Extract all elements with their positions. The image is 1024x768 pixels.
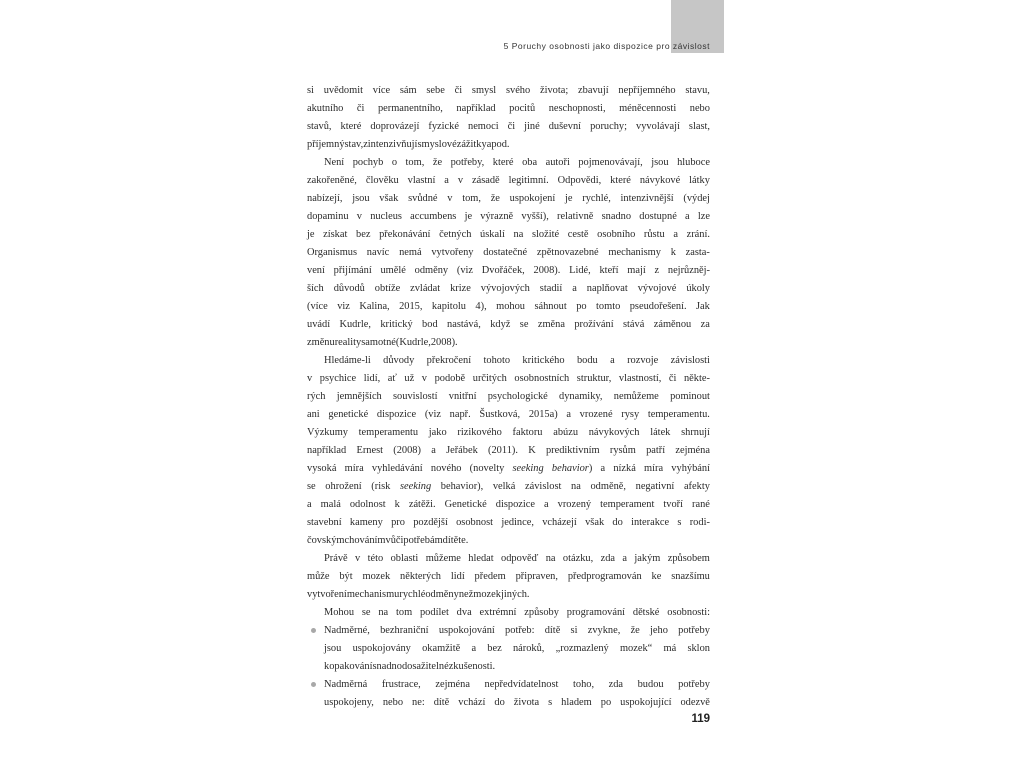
page-number: 119 bbox=[691, 713, 710, 725]
text-line: změnu reality samotné (Kudrle, 2008). bbox=[307, 337, 458, 348]
text-line: k opakování snadno dosažitelné zkušenosti. bbox=[324, 661, 496, 672]
text-line: Právě v této oblasti můžeme hledat odpověď na otázku, zda a jakým způsobem bbox=[324, 553, 710, 564]
text-line: čovským chováním vůči potřebám dítěte. bbox=[307, 535, 469, 546]
text-line: je získat bez překonávání četných úskalí na složité cestě osobního růstu a zrání. bbox=[307, 229, 710, 240]
text-line: stavů, které doprovázejí fyzické nemoci či jiné duševní poruchy; vyvolávají slast, bbox=[307, 121, 710, 132]
text-line: příjemný stav, zintenzivňují smyslové zážitky apod. bbox=[307, 139, 510, 150]
text-line: vysoká míra vyhledávání nového (novelty seeking behavior) a nízká míra vyhýbání bbox=[307, 463, 710, 474]
text-line: akutního či permanentního, například pocitů neschopnosti, méněcennosti nebo bbox=[307, 103, 710, 114]
text-line: Nadměrná frustrace, zejména nepředvídatelnost toho, zda budou potřeby bbox=[307, 676, 710, 694]
text-line: zakořeněné, člověku vlastní a v zásadě legitimní. Odpovědi, které návykové látky bbox=[307, 175, 710, 186]
text-line: se ohrožení (risk seeking behavior), velká závislost na odměně, negativní afekty bbox=[307, 481, 710, 492]
text-line: nabízejí, jsou však svůdné v tom, že uspokojení je rychlé, intenzivnější (výdej bbox=[307, 193, 710, 204]
text-line: jsou uspokojovány okamžitě a bez nároků, „rozmazlený mozek“ má sklon bbox=[324, 643, 710, 654]
text-line: Nadměrné, bezhraniční uspokojování potřeb: dítě si zvykne, že jeho potřeby bbox=[307, 622, 710, 640]
text-line: uspokojeny, nebo ne: dítě vchází do života s hladem po uspokojující odezvě bbox=[324, 697, 710, 708]
running-head: 5 Poruchy osobnosti jako dispozice pro závislost bbox=[503, 41, 710, 51]
text-line: Organismus navíc nemá vytvořeny dostatečné zpětnovazebné mechanismy k zasta- bbox=[307, 247, 710, 258]
body-text bbox=[307, 82, 710, 712]
text-line: uvádí Kudrle, kritický bod nastává, když se změna prožívání stává záměnou za bbox=[307, 319, 710, 330]
text-line: například Ernest (2008) a Jeřábek (2011). K prediktivním rysům patří zejména bbox=[307, 445, 710, 456]
text-line: ších důvodů obtíže zvládat krize vývojových stadií a naplňovat vývojové úkoly bbox=[307, 283, 710, 294]
text-line: Mohou se na tom podílet dva extrémní způsoby programování dětské osobnosti: bbox=[324, 607, 710, 618]
text-line: (více viz Kalina, 2015, kapitolu 4), mohou sáhnout po tomto pseudořešení. Jak bbox=[307, 301, 710, 312]
text-line: a malá odolnost k zátěži. Genetické dispozice a vrozený temperament tvoří rané bbox=[307, 499, 710, 510]
text-line: rých jemnějších souvislostí vnitřní psychologické dynamiky, nemůžeme pominout bbox=[307, 391, 710, 402]
text-line: Výzkumy temperamentu jako rizikového faktoru abúzu návykových látek shrnují bbox=[307, 427, 710, 438]
text-line: v psychice lidí, ať už v podobě určitých osobnostních struktur, vlastností, či někte- bbox=[307, 373, 710, 384]
text-line: ani genetické dispozice (viz např. Šustková, 2015a) a vrozené rysy temperamentu. bbox=[307, 409, 710, 420]
text-line: dopaminu v nucleus accumbens je výrazně vyšší), relativně snadno dostupné a lze bbox=[307, 211, 710, 222]
text-line: vytvoření mechanismu rychlé odměny než mozek jiných. bbox=[307, 589, 530, 600]
text-line: může být mozek některých lidí předem připraven, předprogramován ke snazšímu bbox=[307, 571, 710, 582]
text-line: Není pochyb o tom, že potřeby, které oba autoři pojmenovávají, jsou hluboce bbox=[324, 157, 710, 168]
text-line: si uvědomit více sám sebe či smysl svého života; zbavují nepříjemného stavu, bbox=[307, 85, 710, 96]
text-line: vení přijímání umělé odměny (viz Dvořáček, 2008). Lidé, kteří mají z nejrůzněj- bbox=[307, 265, 710, 276]
text-line: Hledáme-li důvody překročení tohoto kritického bodu a rozvoje závislosti bbox=[324, 355, 710, 366]
text-line: stavební kameny pro pozdější osobnost jedince, vcházejí však do interakce s rodi- bbox=[307, 517, 710, 528]
bullet-icon bbox=[311, 628, 316, 633]
bullet-icon bbox=[311, 682, 316, 687]
